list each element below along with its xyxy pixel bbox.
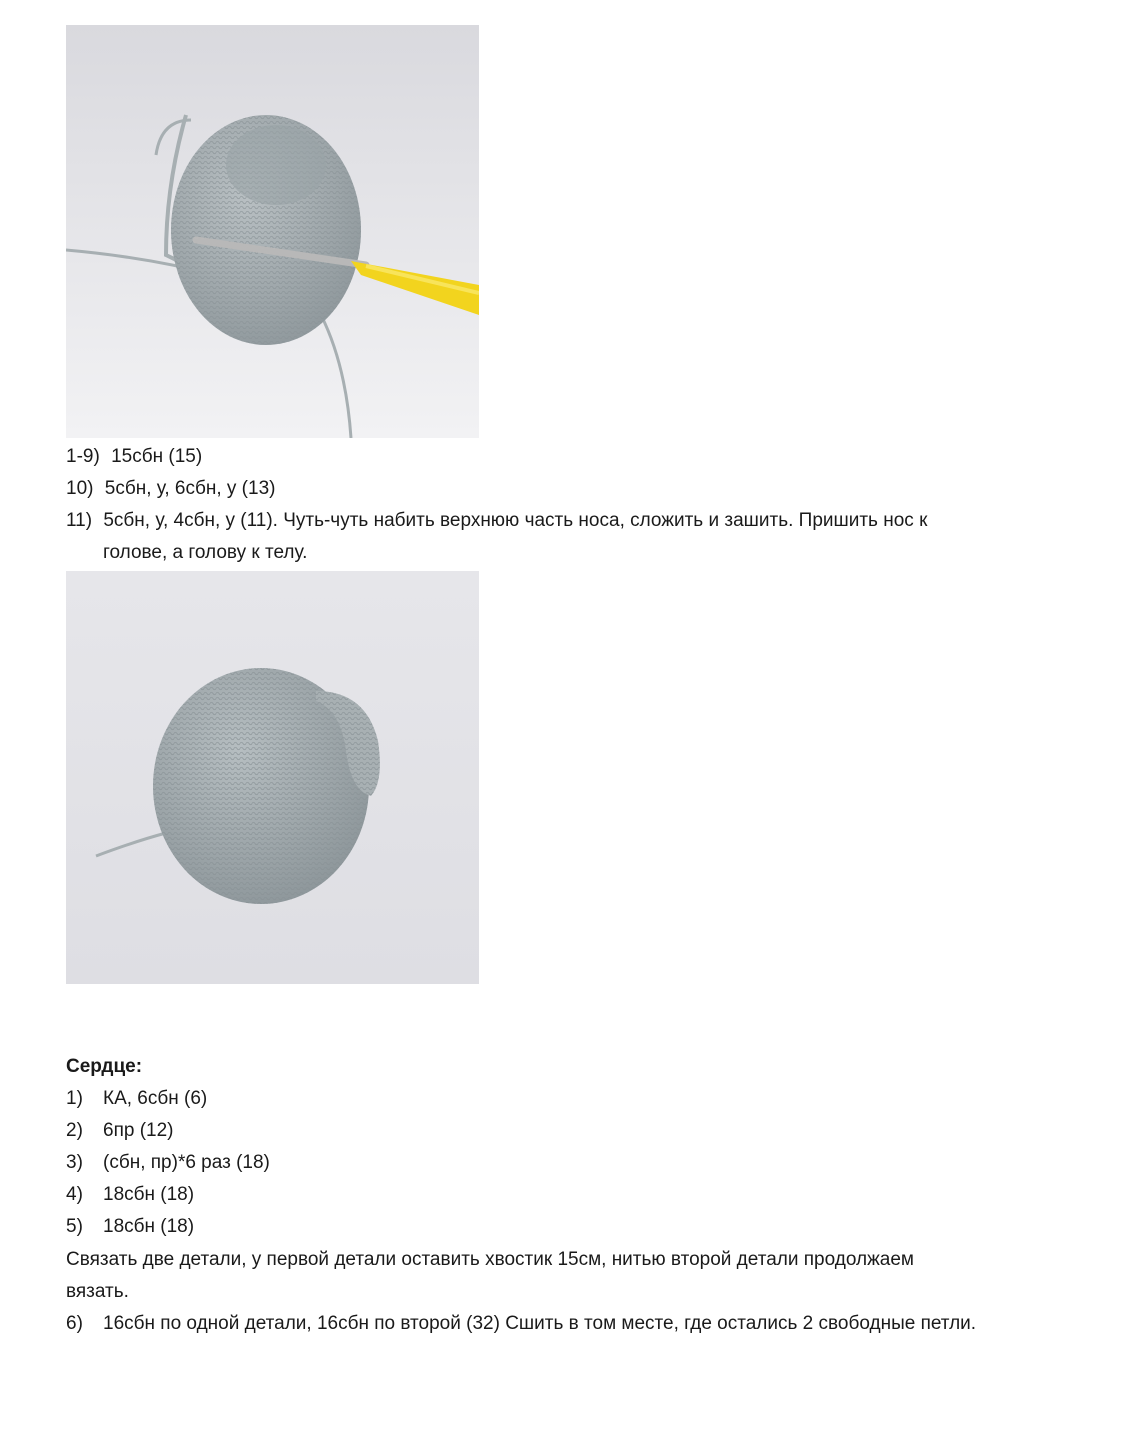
heart-title: Сердце: [66, 1056, 143, 1077]
heart-step-5-text: 18сбн (18) [103, 1216, 195, 1237]
heart-step-6-text: 16сбн по одной детали, 16сбн по второй (32) Сшить в том месте, где остались 2 свободные петли. [103, 1313, 977, 1334]
step-text: 5сбн, у, 4сбн, у (11). Чуть-чуть набить верхнюю часть носа, сложить и зашить. Пришить нос к [103, 510, 928, 531]
heart-step-1-text: КА, 6сбн (6) [103, 1088, 208, 1109]
step-text: 15сбн (15) [111, 446, 203, 467]
heart-step-2 [66, 1115, 83, 1147]
step-number: 1-9) [66, 446, 100, 467]
heart-step-4-text: 18сбн (18) [103, 1184, 195, 1205]
photo-crochet-head-with-nose [66, 571, 479, 984]
step-number: 10) [66, 478, 94, 499]
heart-note-line-2: вязать. [66, 1281, 129, 1302]
heart-step-1 [66, 1083, 83, 1115]
heart-step-4 [66, 1179, 83, 1211]
heart-step-3 [66, 1147, 83, 1179]
step-number: 1) [66, 1088, 83, 1109]
heart-step-6 [66, 1308, 83, 1340]
step-number: 11) [66, 510, 93, 531]
nose-step-11-continuation: голове, а голову к телу. [103, 542, 308, 563]
step-number: 4) [66, 1184, 83, 1205]
heart-note-line-1: Связать две детали, у первой детали оставить хвостик 15см, нитью второй детали продолжаем [66, 1249, 914, 1270]
step-number: 5) [66, 1216, 83, 1237]
heart-step-2-text: 6пр (12) [103, 1120, 174, 1141]
nose-step-11 [66, 505, 927, 537]
step-number: 2) [66, 1120, 83, 1141]
step-number: 3) [66, 1152, 83, 1173]
step-number: 6) [66, 1313, 83, 1334]
heart-step-3-text: (сбн, пр)*6 раз (18) [103, 1152, 270, 1173]
heart-step-5 [66, 1211, 83, 1243]
photo-crochet-nose-with-hook [66, 25, 479, 438]
nose-step-10 [66, 473, 275, 505]
step-text: 5сбн, у, 6сбн, у (13) [104, 478, 276, 499]
nose-step-1-9 [66, 441, 202, 473]
